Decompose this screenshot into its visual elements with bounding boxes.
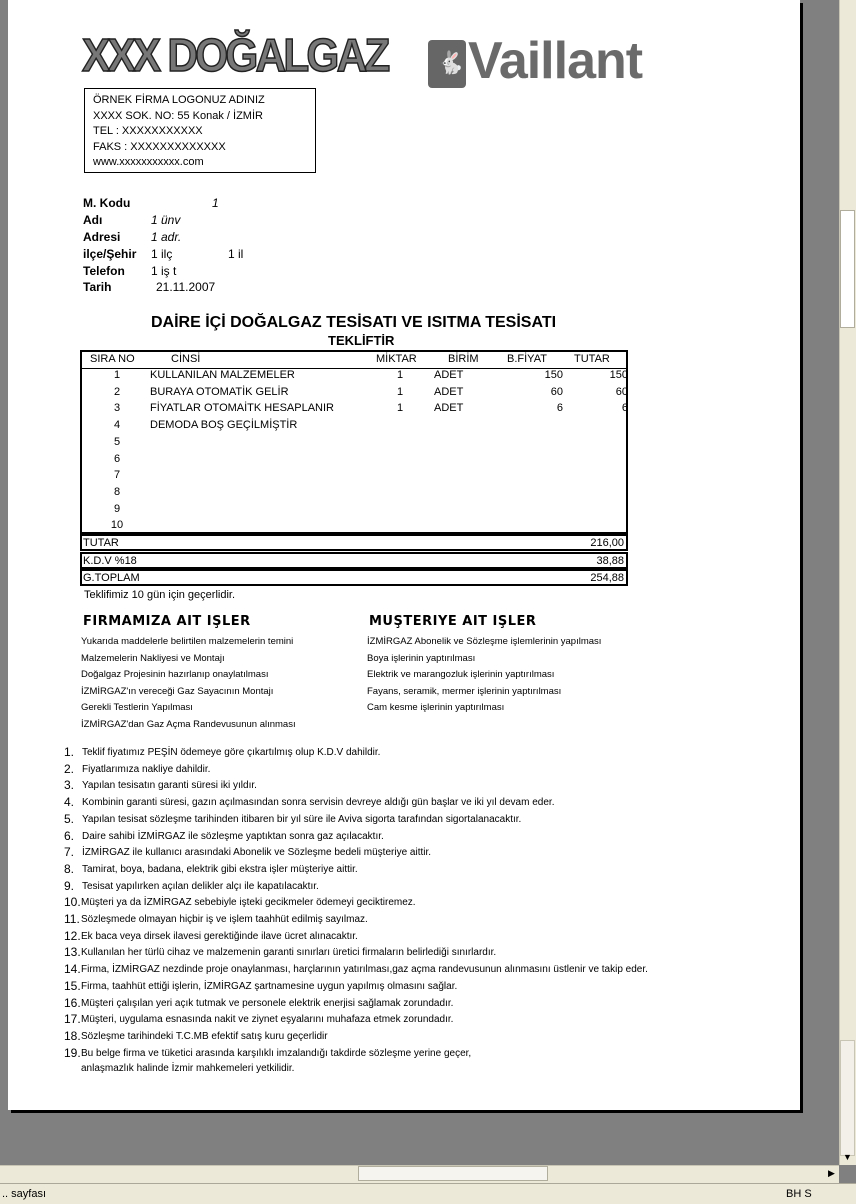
term-text: Fiyatlarımıza nakliye dahildir.: [82, 763, 211, 775]
document-title: DAİRE İÇİ DOĞALGAZ TESİSATI VE ISITMA TESİSATI: [151, 314, 557, 331]
scroll-right-arrow-icon[interactable]: ▶: [828, 1168, 835, 1178]
term-text: Kullanılan her türlü cihaz ve malzemenin garanti sınırları üretici firmaların belirlediği sınırlardır.: [81, 947, 497, 959]
term-number: 2.: [64, 761, 75, 776]
company-address-box: [84, 88, 316, 173]
table-cell-desc: DEMODA BOŞ GEÇİLMİŞTİR: [150, 419, 298, 432]
table-cell-qty: 1: [396, 369, 404, 381]
vat-label: K.D.V %18: [83, 555, 137, 567]
status-right-text: BH S: [786, 1188, 812, 1200]
term-number: 6.: [64, 828, 75, 843]
table-cell-no: 1: [113, 369, 121, 381]
term-text: Yapılan tesisat sözleşme tarihinden itibaren bir yıl süre ile Aviva sigorta tarafından sigortalanacaktır.: [82, 813, 522, 825]
duty-item: Malzemelerin Nakliyesi ve Montajı: [81, 652, 225, 664]
address-line: XXXX SOK. NO: 55 Konak / İZMİR: [93, 109, 263, 122]
table-cell-unit: ADET: [434, 402, 464, 415]
terms-tail: anlaşmazlık halinde İzmir mahkemeleri yetkilidir.: [81, 1063, 295, 1074]
table-cell-price: 6: [556, 402, 563, 415]
term-text: Firma, taahhüt ettiği işlerin, İZMİRGAZ şartnamesine uygun yapılmış olmasını sağlar.: [81, 980, 458, 992]
address-line: ÖRNEK FİRMA LOGONUZ ADINIZ: [93, 94, 265, 106]
table-cell-no: 7: [113, 469, 121, 482]
term-number: 11.: [64, 912, 80, 926]
table-header: [82, 352, 626, 369]
offer-table: [80, 350, 628, 534]
term-number: 4.: [64, 795, 75, 810]
term-number: 3.: [64, 778, 75, 793]
vertical-scroll-thumb[interactable]: [840, 210, 855, 328]
table-cell-price: 150: [544, 369, 563, 381]
subtotal-value: 216,00: [590, 537, 624, 549]
company-duties-title: FIRMAMIZA AIT IŞLER: [83, 614, 251, 629]
term-text: Müşteri ya da İZMİRGAZ sebebiyle işteki gecikmeler ödemeyi geciktiremez.: [81, 897, 416, 909]
term-number: 7.: [64, 845, 75, 860]
company-logo: XXX DOĞALGAZ: [82, 29, 388, 81]
status-page-text: .. sayfası: [2, 1188, 47, 1200]
address-line: TEL : XXXXXXXXXXX: [93, 125, 203, 137]
customer-duties-title: MUŞTERIYE AIT IŞLER: [369, 614, 537, 629]
duty-item: Cam kesme işlerinin yaptırılması: [367, 702, 505, 714]
status-bar: [0, 1183, 856, 1204]
table-cell-no: 8: [113, 485, 121, 498]
duty-item: Yukarıda maddelerle belirtilen malzemelerin temini: [81, 636, 294, 647]
term-text: Yapılan tesisatın garanti süresi iki yıldır.: [82, 780, 257, 792]
term-text: Bu belge firma ve tüketici arasında karşılıklı imzalandığı takdirde sözleşme yerine geçer,: [81, 1047, 472, 1059]
document-subtitle: TEKLİFTİR: [328, 333, 395, 348]
grand-total-row: [80, 569, 628, 586]
table-cell-no: 3: [113, 402, 121, 415]
table-cell-qty: 1: [396, 385, 404, 398]
term-number: 13.: [64, 945, 81, 960]
table-cell-no: 2: [113, 385, 121, 398]
customer-address-value: 1 adr.: [151, 230, 182, 244]
validity-note: Teklifimiz 10 gün için geçerlidir.: [84, 589, 236, 601]
term-number: 14.: [64, 962, 81, 977]
duty-item: İZMİRGAZ'ın vereceği Gaz Sayacının Montajı: [81, 685, 274, 697]
col-header-qty: MİKTAR: [376, 353, 417, 365]
term-text: Müşteri çalışılan yeri açık tutmak ve personele elektrik enerjisi sağlamak zorundadır.: [81, 997, 454, 1009]
term-number: 5.: [64, 811, 75, 826]
col-header-total: TUTAR: [574, 353, 610, 365]
col-header-no: SIRA NO: [90, 353, 135, 365]
address-line: www.xxxxxxxxxxx.com: [93, 156, 204, 168]
duty-item: Fayans, seramik, mermer işlerinin yaptırılması: [367, 685, 562, 697]
term-text: Müşteri, uygulama esnasında nakit ve ziynet eşyalarını muhafaza etmek zorundadır.: [81, 1014, 454, 1026]
subtotal-label: TUTAR: [83, 537, 119, 549]
duty-item: Elektrik ve marangozluk işlerinin yaptırılması: [367, 669, 555, 681]
table-cell-price: 60: [550, 385, 563, 398]
duty-item: Gerekli Testlerin Yapılması: [81, 702, 193, 714]
term-text: Ek baca veya dirsek ilavesi gerektiğinde ilave ücret alınacaktır.: [81, 930, 358, 942]
term-number: 9.: [64, 878, 75, 893]
table-cell-no: 6: [113, 452, 121, 465]
grand-total-value: 254,88: [590, 572, 624, 584]
vertical-scroll-track-segment[interactable]: [840, 1040, 855, 1156]
table-cell-no: 4: [113, 419, 121, 432]
customer-address-label: Adresi: [83, 230, 121, 244]
scroll-down-arrow-icon[interactable]: ▼: [843, 1152, 852, 1162]
term-number: 12.: [64, 928, 81, 943]
table-cell-desc: FİYATLAR OTOMAİTK HESAPLANIR: [150, 402, 334, 415]
table-cell-total: 6: [621, 402, 628, 415]
term-text: Kombinin garanti süresi, gazın açılmasından sonra servisin devreye aldığı gün başlar ve iki yıl devam eder.: [82, 797, 555, 809]
vat-row: [80, 552, 628, 569]
table-cell-unit: ADET: [434, 385, 464, 398]
table-cell-total: 150: [609, 369, 628, 381]
table-cell-qty: 1: [396, 402, 404, 415]
vertical-scrollbar[interactable]: [839, 0, 856, 1165]
term-number: 10.: [64, 895, 81, 910]
customer-code-value: 1: [212, 196, 219, 210]
term-text: İZMİRGAZ ile kullanıcı arasındaki Abonelik ve Sözleşme bedeli müşteriye aittir.: [82, 847, 432, 859]
duty-item: Boya işlerinin yaptırılması: [367, 652, 476, 664]
term-text: Firma, İZMİRGAZ nezdinde proje onaylanması, harçlarının yatırılması,gaz açma randevusunun alınmasını üstlenir ve takip eder.: [81, 964, 648, 976]
col-header-desc: CİNSİ: [171, 353, 201, 365]
term-text: Tamirat, boya, badana, elektrik gibi ekstra işler müşteriye aittir.: [82, 863, 358, 875]
vaillant-logo: Vaillant: [468, 32, 643, 90]
term-text: Teklif fiyatımız PEŞİN ödemeye göre çıkartılmış olup K.D.V dahildir.: [82, 747, 381, 758]
table-cell-total: 60: [615, 385, 628, 398]
customer-city-value: 1 il: [228, 247, 244, 261]
col-header-unit: BİRİM: [448, 353, 479, 365]
vat-value: 38,88: [596, 555, 624, 567]
table-cell-no: 5: [113, 435, 121, 448]
term-text: Sözleşme tarihindeki T.C.MB efektif satış kuru geçerlidir: [81, 1030, 328, 1042]
term-text: Sözleşmede olmayan hiçbir iş ve işlem taahhüt edilmiş sayılmaz.: [81, 914, 368, 925]
table-cell-no: 10: [110, 519, 124, 532]
duty-item: İZMİRGAZ'dan Gaz Açma Randevusunun alınması: [81, 719, 296, 730]
vaillant-bunny-icon: 🐇: [437, 50, 465, 75]
term-number: 8.: [64, 861, 75, 876]
customer-code-label: M. Kodu: [83, 196, 131, 210]
customer-phone-value: 1 iş t: [151, 264, 177, 278]
address-line: FAKS : XXXXXXXXXXXXX: [93, 140, 226, 153]
table-cell-desc: KULLANILAN MALZEMELER: [150, 369, 295, 381]
term-number: 19.: [64, 1045, 81, 1060]
term-number: 17.: [64, 1012, 81, 1027]
duty-item: Doğalgaz Projesinin hazırlanıp onaylatılması: [81, 669, 269, 681]
customer-district-label: ilçe/Şehir: [83, 247, 137, 261]
customer-phone-label: Telefon: [83, 264, 125, 278]
subtotal-row: [80, 534, 628, 551]
table-cell-no: 9: [113, 502, 121, 515]
col-header-price: B.FİYAT: [507, 353, 547, 365]
grand-total-label: G.TOPLAM: [83, 572, 140, 584]
term-number: 18.: [64, 1028, 81, 1043]
table-cell-unit: ADET: [434, 369, 464, 381]
table-cell-desc: BURAYA OTOMATİK GELİR: [150, 385, 289, 398]
term-text: Tesisat yapılırken açılan delikler alçı ile kapatılacaktır.: [82, 880, 319, 892]
term-text: Daire sahibi İZMİRGAZ ile sözleşme yaptıktan sonra gaz açılacaktır.: [82, 830, 384, 842]
term-number: 1.: [64, 745, 75, 759]
duty-item: İZMİRGAZ Abonelik ve Sözleşme işlemlerinin yapılması: [367, 636, 602, 647]
date-value: 21.11.2007: [156, 280, 216, 294]
horizontal-scroll-thumb[interactable]: [358, 1166, 548, 1181]
date-label: Tarih: [83, 280, 112, 294]
term-number: 16.: [64, 995, 81, 1010]
term-number: 15.: [64, 978, 81, 993]
customer-district-value: 1 ilç: [151, 247, 173, 261]
customer-name-label: Adı: [83, 213, 103, 227]
customer-name-value: 1 ünv: [151, 213, 181, 227]
